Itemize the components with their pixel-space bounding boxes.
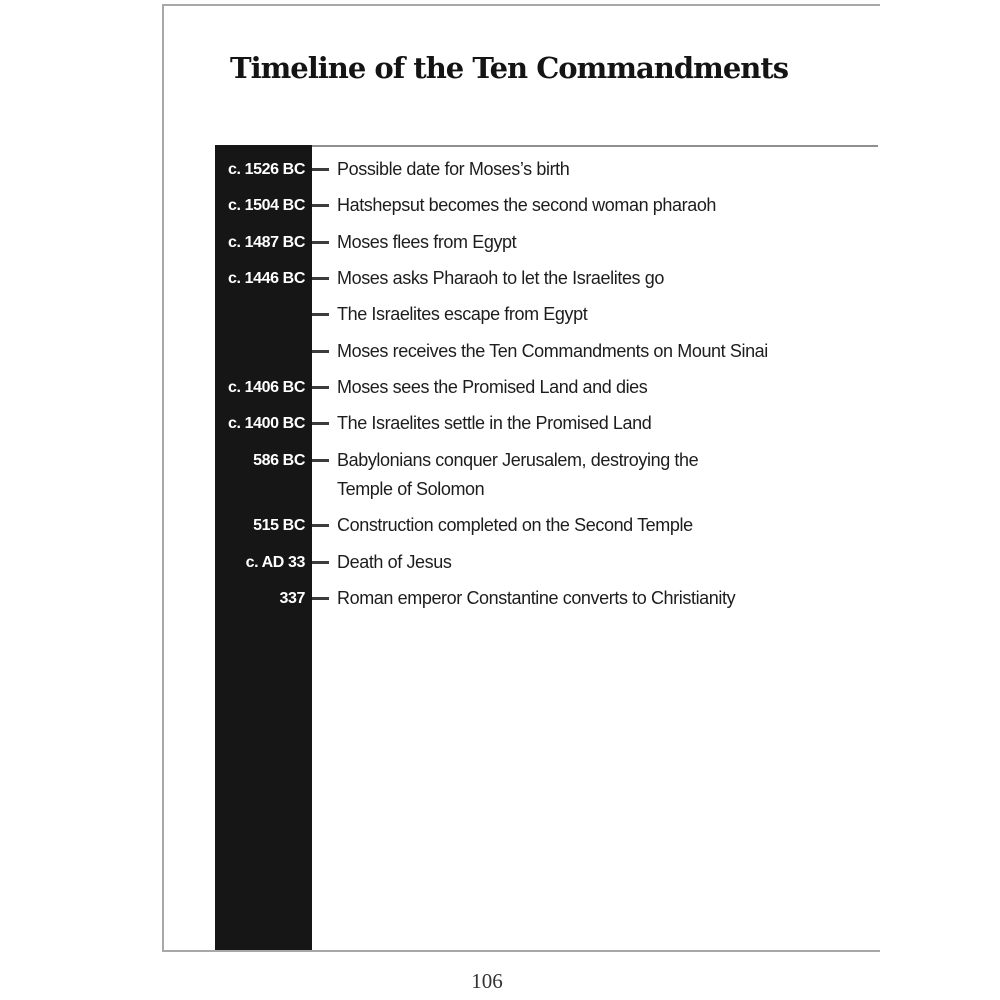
timeline-event-text: Death of Jesus	[337, 551, 452, 572]
tick-mark-icon	[312, 561, 329, 564]
timeline-date-label: c. 1526 BC	[228, 161, 305, 178]
timeline-date-label: 337	[279, 589, 305, 607]
timeline-date-label: c. 1504 BC	[228, 197, 305, 215]
timeline-date-label: c. 1406 BC	[228, 379, 305, 397]
timeline-entry	[215, 151, 875, 187]
tick-mark-icon	[312, 597, 329, 600]
timeline-event-text: Roman emperor Constantine converts to Christianity	[337, 587, 736, 608]
tick-mark-icon	[312, 459, 329, 462]
timeline-event-text: Construction completed on the Second Temple	[337, 515, 693, 536]
timeline-entry	[215, 580, 875, 616]
timeline-event-text: Moses flees from Egypt	[337, 231, 517, 252]
timeline-entry	[215, 333, 875, 369]
timeline-date-label: 586 BC	[253, 451, 305, 469]
tick-mark-icon	[312, 422, 329, 425]
page-frame	[162, 4, 880, 952]
timeline-date-label: 515 BC	[253, 517, 305, 535]
timeline-entries	[215, 151, 875, 616]
timeline-date-label: c. AD 33	[245, 553, 305, 571]
timeline-event-text: Moses asks Pharaoh to let the Israelites go	[337, 268, 664, 289]
timeline-top-rule	[312, 145, 878, 147]
timeline-event-text: The Israelites escape from Egypt	[337, 304, 588, 325]
tick-mark-icon	[312, 313, 329, 316]
timeline-event-text: Babylonians conquer Jerusalem, destroying the Temple of Solomon	[337, 449, 699, 499]
timeline-event-text: Hatshepsut becomes the second woman pharaoh	[337, 195, 717, 216]
tick-mark-icon	[312, 350, 329, 353]
timeline-entry	[215, 507, 875, 543]
tick-mark-icon	[312, 168, 329, 171]
tick-mark-icon	[312, 204, 329, 207]
timeline-event-text: Possible date for Moses’s birth	[337, 159, 570, 179]
timeline-entry	[215, 405, 875, 441]
timeline-date-label: c. 1487 BC	[228, 233, 305, 251]
tick-mark-icon	[312, 241, 329, 244]
timeline-entry	[215, 296, 875, 332]
timeline-date-label: c. 1446 BC	[228, 270, 305, 288]
timeline-event-text: The Israelites settle in the Promised Land	[337, 413, 652, 434]
tick-mark-icon	[312, 524, 329, 527]
page-number: 106	[471, 969, 503, 993]
timeline-date-label: c. 1400 BC	[228, 415, 305, 433]
timeline-entry	[215, 224, 875, 260]
page-title: Timeline of the Ten Commandments	[230, 51, 789, 85]
timeline-event-text: Moses sees the Promised Land and dies	[337, 377, 648, 398]
tick-mark-icon	[312, 386, 329, 389]
timeline-entry	[215, 369, 875, 405]
timeline-event-text: Moses receives the Ten Commandments on Mount Sinai	[337, 340, 768, 361]
timeline-entry	[215, 260, 875, 296]
timeline-entry	[215, 187, 875, 223]
tick-mark-icon	[312, 277, 329, 280]
timeline-entry	[215, 442, 875, 508]
timeline-entry	[215, 544, 875, 580]
